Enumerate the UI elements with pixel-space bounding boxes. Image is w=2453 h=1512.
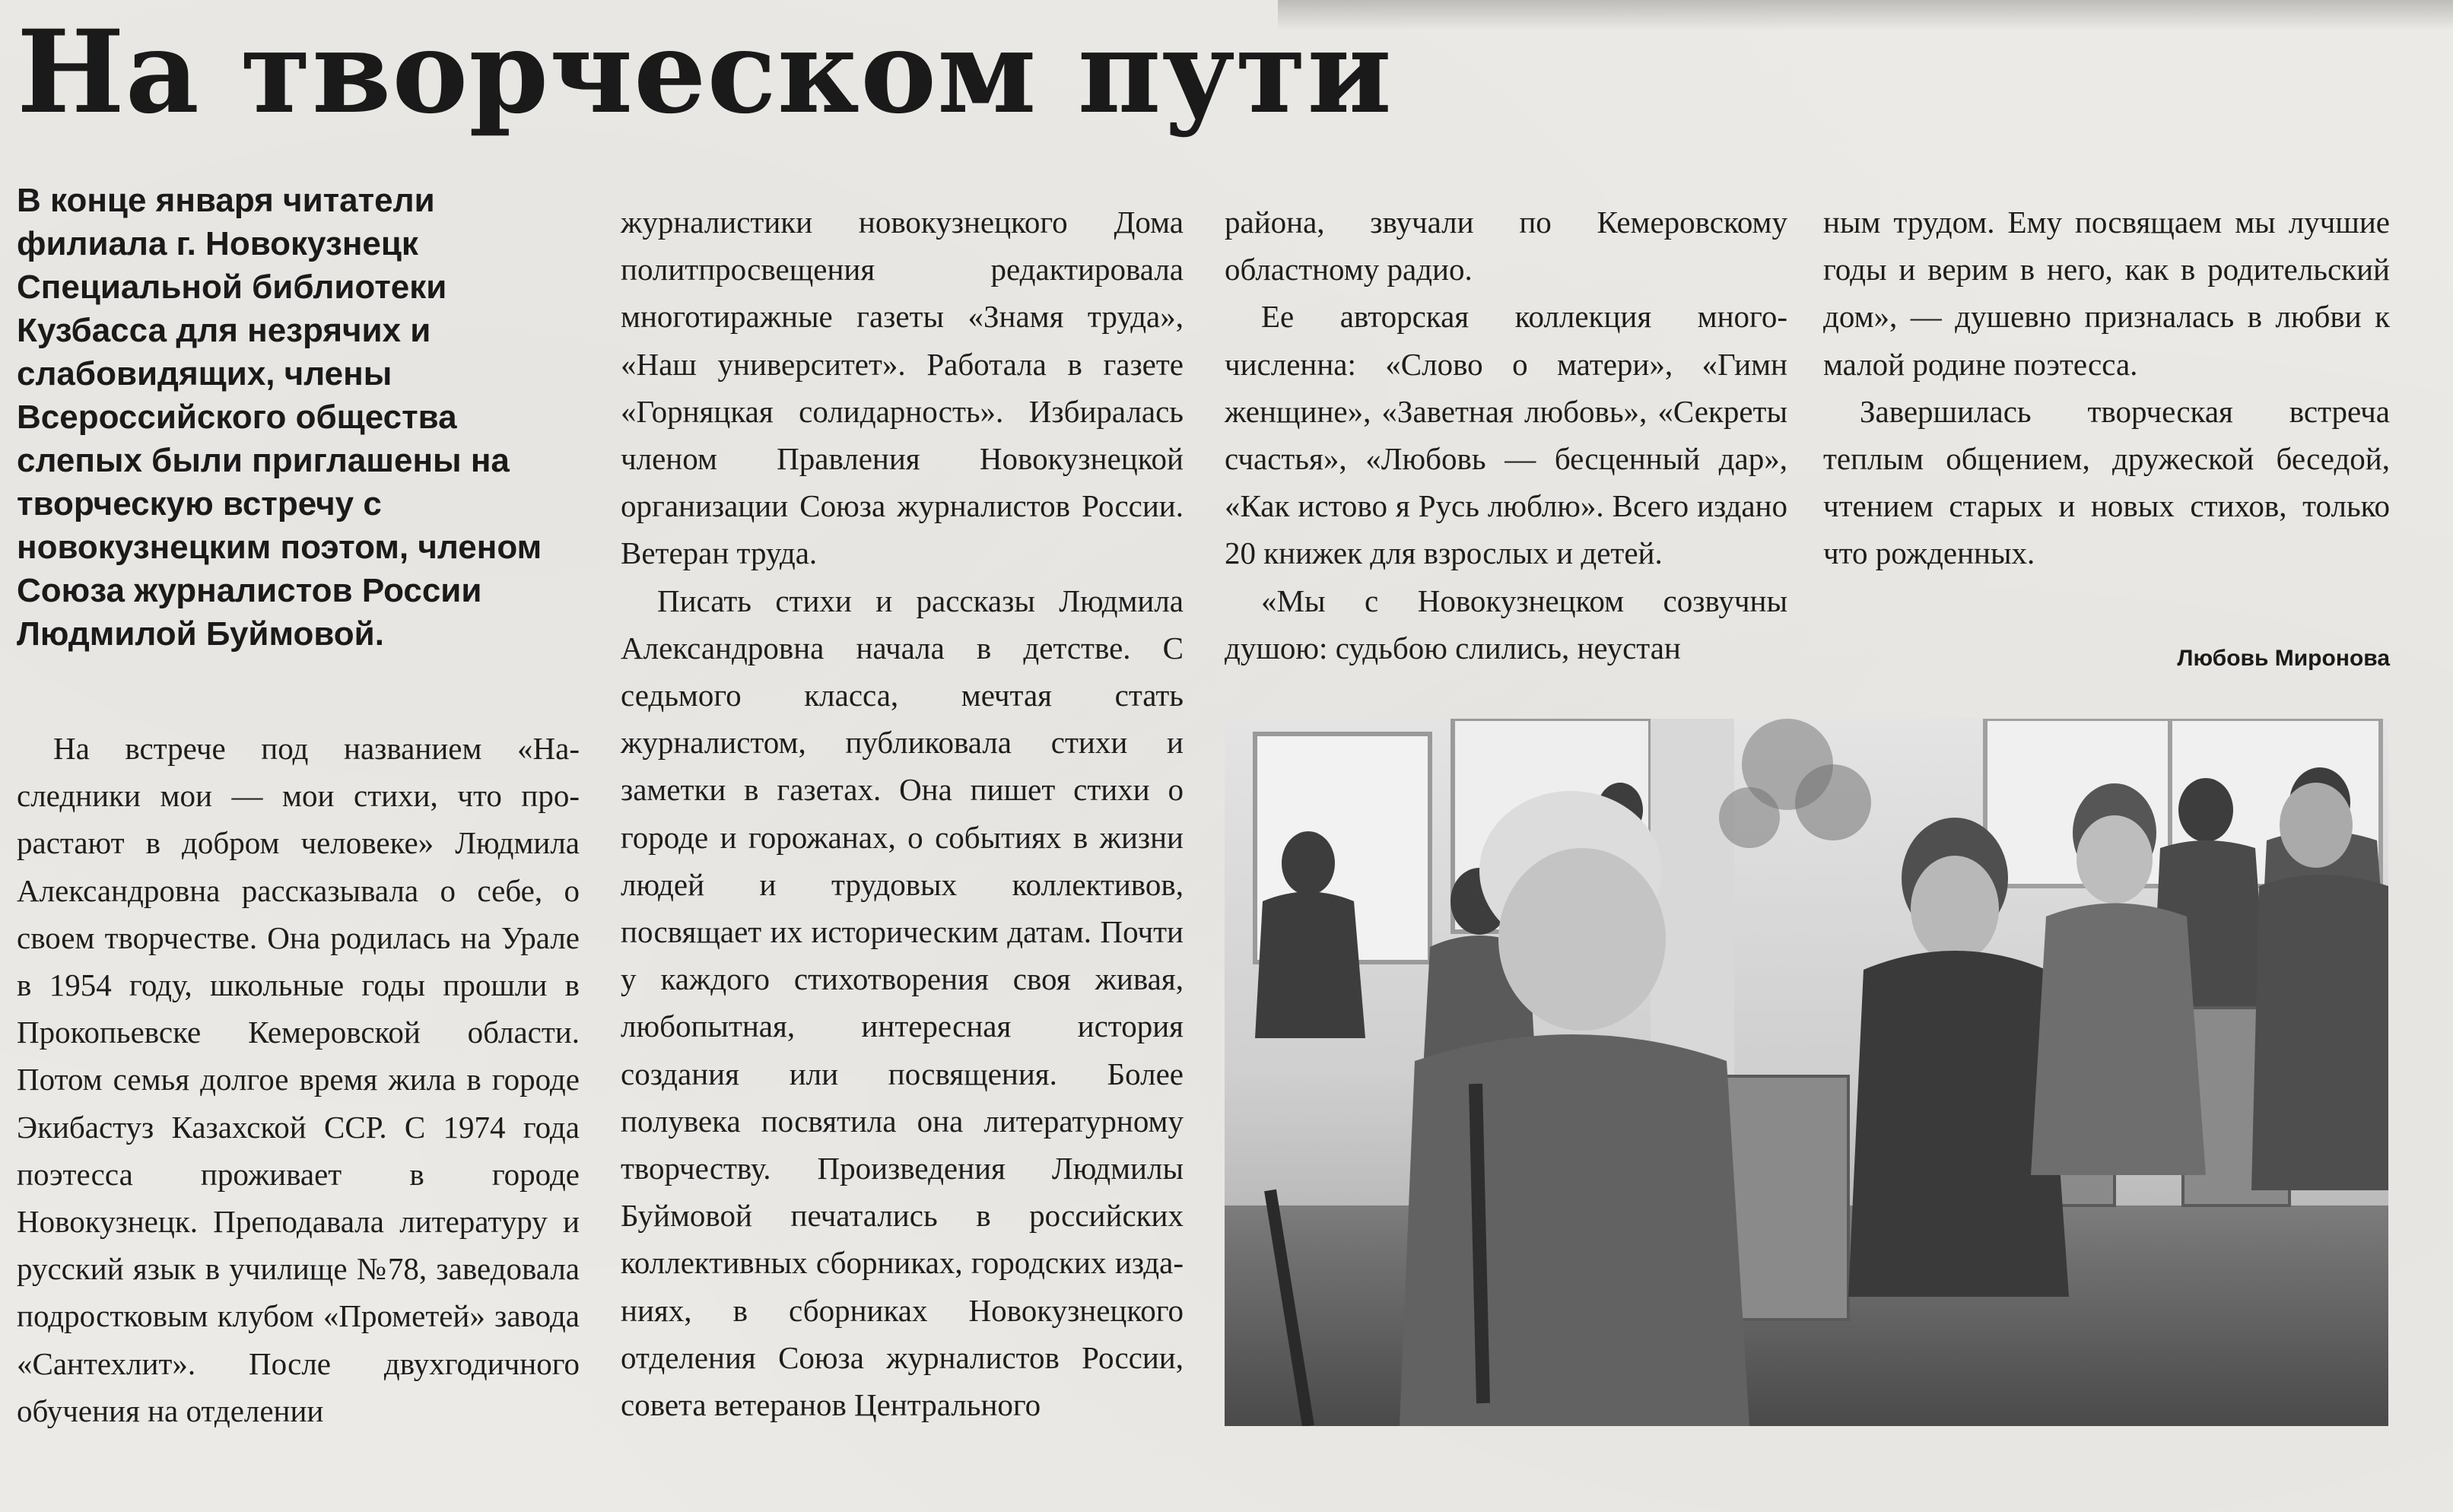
column-2-text-a: журналистики новокузнецкого Дома политпросвещения редактировала многотиражные газеты «Знамя труда», «Наш университет». Работала в газете «Горняцкая солидарность». Избиралась членом Правления Новокузнецкой организации Союза журналистов России. Ветеран труда. — [621, 205, 1184, 571]
headline: На творческом пути — [17, 5, 1393, 139]
photo-readers-meeting-icon — [1225, 719, 2388, 1426]
byline: Любовь Миронова — [2177, 646, 2390, 671]
lead-paragraph: В конце января читатели филиала г. Новокузнецк Специальной библиотеки Кузбасса для незрячих и слабовидящих, члены Всероссийского общества слепых были приглашены на творческую встречу с новокузнецким поэтом, членом Союза журналистов России Людмилой Буймовой. — [17, 182, 542, 653]
column-4 — [1823, 199, 2390, 577]
column-2 — [621, 199, 1184, 1428]
column-2-text-b: Писать стихи и рассказы Людмила Александровна начала в детстве. С седьмого класса, мечтая стать журналистом, публиковала стихи и заметки в газетах. Она пишет стихи о городе и горожанах, о событиях в жизни людей и трудовых коллективов, посвящает их историческим датам. Почти у каждого стихотворения своя живая, любопытная, интересная история создания или посвящения. Более полувека посвятила она литературному творчеству. Произведения Людмилы Буймовой печатались в российских коллективных сборниках, городских изданиях, в сборниках Новокузнецкого отделения Союза журналистов России, совета ветеранов Центрального — [621, 583, 1184, 1423]
column-3 — [1225, 199, 1787, 672]
column-4-text-a: ным трудом. Ему посвящаем мы лучшие годы и верим в него, как в родительский дом», — душевно призналась в любви к малой родине поэтесса. — [1823, 205, 2390, 382]
column-1-text: На встрече под названием «Наследники мои — мои стихи, что прорастают в добром человеке» Людмила Александровна рассказывала о себе, о своем творчестве. Она родилась на Урале в 1954 году, школьные годы прошли в Прокопьевске Кемеровской области. Потом семья долгое время жила в городе Экибастуз Казахской ССР. С 1974 года поэтесса проживает в городе Новокузнецк. Преподавала литературу и русский язык в училище №78, заведовала подростковым клубом «Прометей» завода «Сантехлит». После двухгодичного обучения на отделении — [17, 731, 580, 1428]
column-3-text-c: «Мы с Новокузнецком созвучны душою: судьбою слились, неустан — [1225, 583, 1787, 665]
meeting-photo — [1225, 719, 2388, 1426]
column-3-text-a: района, звучали по Кемеровскому областному радио. — [1225, 205, 1787, 287]
column-4-text-b: Завершилась творческая встреча теплым общением, дружеской беседой, чтением старых и новых стихов, только что рожденных. — [1823, 393, 2390, 571]
column-3-text-b: Ее авторская коллекция многочисленна: «Слово о матери», «Гимн женщине», «Заветная любовь», «Секреты счастья», «Любовь — бесценный дар», «Как истово я Русь люблю». Всего издано 20 книжек для взрослых и детей. — [1225, 299, 1787, 571]
column-1 — [17, 725, 580, 1434]
